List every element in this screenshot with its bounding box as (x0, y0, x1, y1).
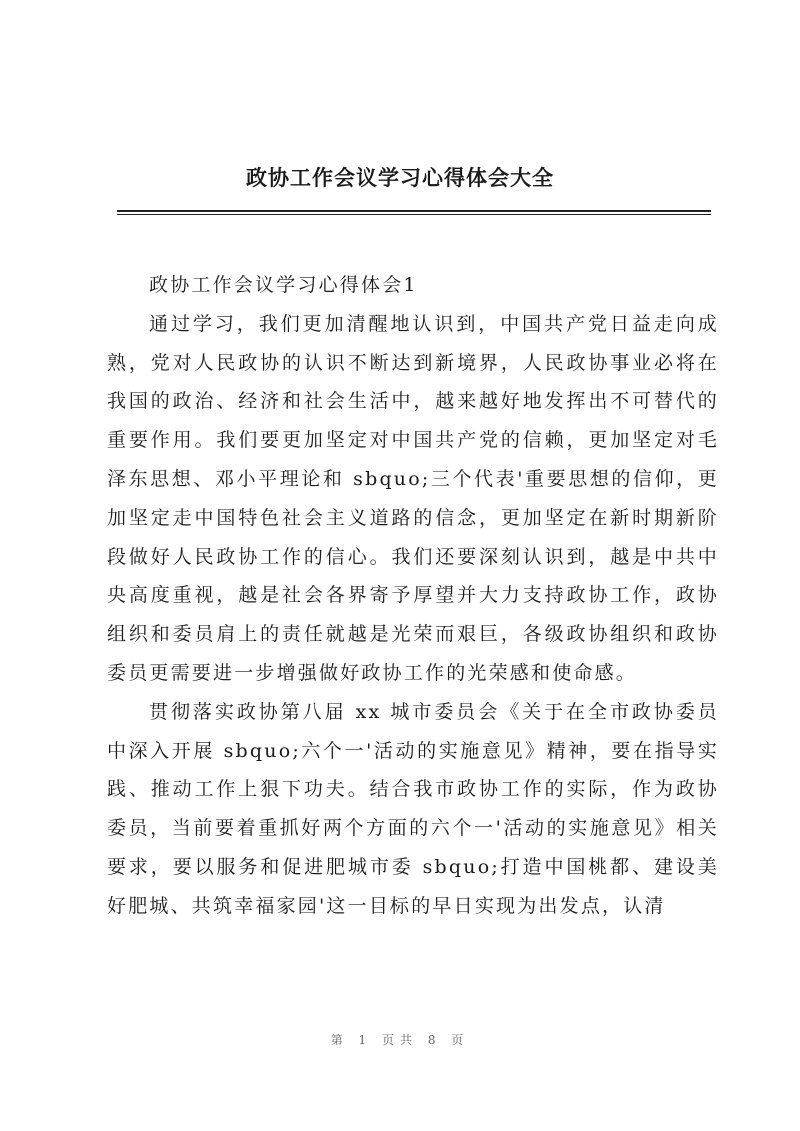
page-footer: 第 1 页共 8 页 (330, 1033, 470, 1047)
page-title: 政协工作会议学习心得体会大全 (246, 166, 554, 190)
title-divider (117, 210, 711, 212)
paragraph: 通过学习，我们更加清醒地认识到，中国共产党日益走向成熟，党对人民政协的认识不断达到新境界，人民政协事业必将在我国的政治、经济和社会生活中，越来越好地发挥出不可替代的重要作用。我们要更加坚定对中国共产党的信赖，更加坚定对毛泽东思想、邓小平理论和 sbquo;三个代表'重要思想的信仰，更加坚定走中国特色社会主义道路的信念，更加坚定在新时期新阶段做好人民政协工作的信心。我们还要深刻认识到，越是中共中央高度重视，越是社会各界寄予厚望并大力支持政协工作，政协组织和委员肩上的责任就越是光荣而艰巨，各级政协组织和政协委员更需要进一步增强做好政协工作的光荣感和使命感。 (107, 312, 719, 684)
title-divider-thin (117, 214, 711, 215)
document-body (107, 266, 719, 926)
section-heading: 政协工作会议学习心得体会1 (149, 274, 418, 296)
paragraph: 贯彻落实政协第八届 xx 城市委员会《关于在全市政协委员中深入开展 sbquo;六个一'活动的实施意见》精神，要在指导实践、推动工作上狠下功夫。结合我市政协工作的实际，作为政协委员，当前要着重抓好两个方面的六个一'活动的实施意见》相关要求，要以服务和促进肥城市委 sbquo;打造中国桃都、建设美好肥城、共筑幸福家园'这一目标的早日实现为出发点，认清 (107, 700, 719, 917)
